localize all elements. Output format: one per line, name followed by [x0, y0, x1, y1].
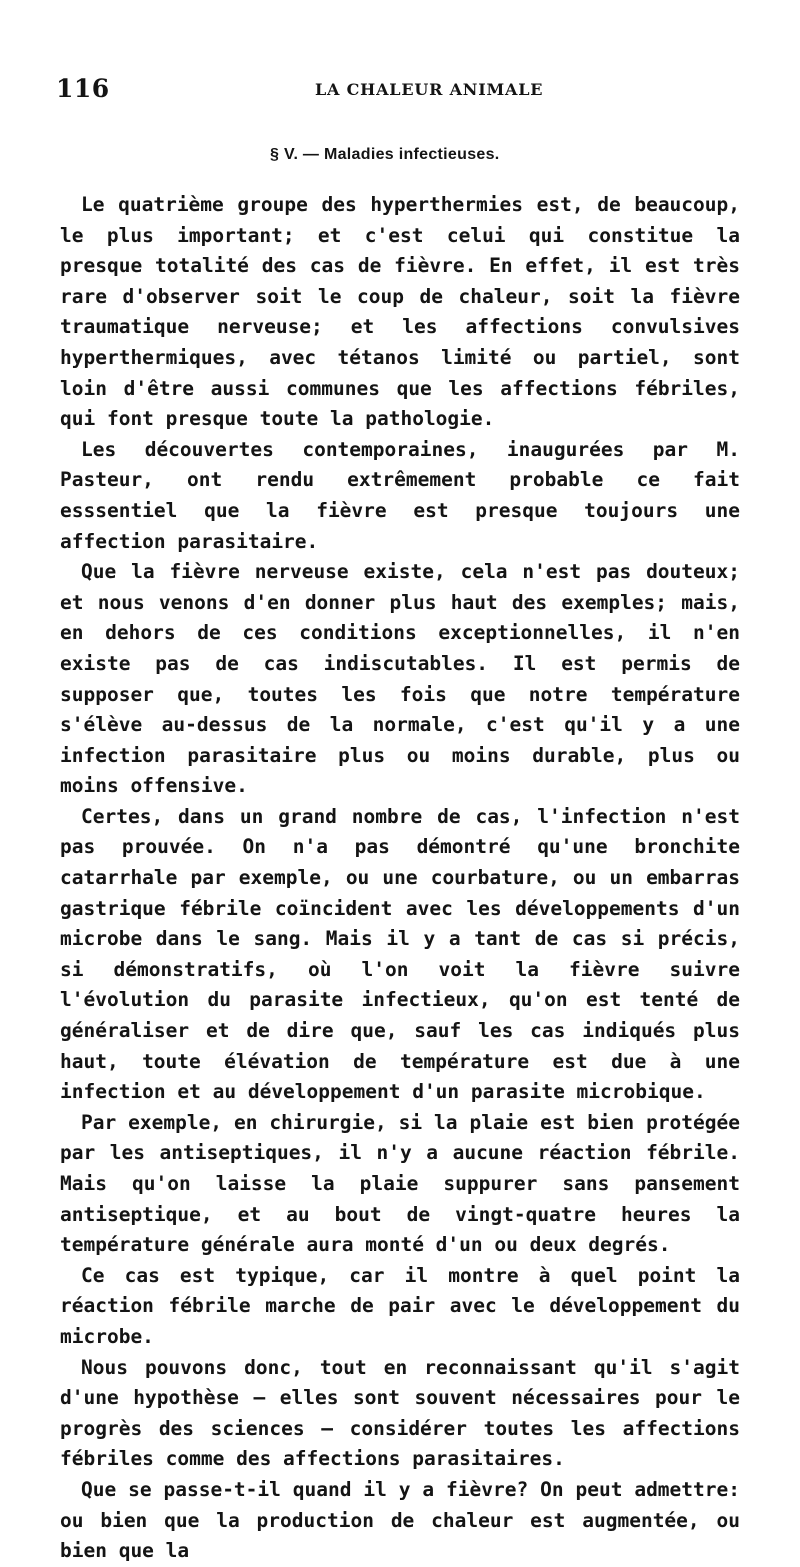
section-heading: § V. — Maladies infectieuses. [270, 146, 500, 163]
paragraph: Certes, dans un grand nombre de cas, l'infection n'est pas prouvée. On n'a pas démontré qu'une bronchite catarrhale par exemple, ou une courbature, ou un embarras gastrique fébrile coïncident avec les développements d'un microbe dans le sang. Mais il y a tant de cas si précis, si démonstratifs, où l'on voit la fièvre suivre l'évolution du parasite infectieux, qu'on est tenté de généraliser et de dire que, sauf les cas indiqués plus haut, toute élévation de température est due à une infection et au développement d'un parasite microbique. [60, 804, 740, 1104]
paragraph: Nous pouvons donc, tout en reconnaissant qu'il s'agit d'une hypothèse — elles sont souvent nécessaires pour le progrès des sciences — considérer toutes les affections fébriles comme des affections parasitaires. [60, 1355, 740, 1471]
paragraph: Les découvertes contemporaines, inaugurées par M. Pasteur, ont rendu extrêmement probable ce fait esssentiel que la fièvre est presque toujours une affection parasitaire. [60, 437, 740, 553]
running-title: LA CHALEUR ANIMALE [315, 80, 544, 99]
body-text [60, 190, 740, 1567]
paragraph: Ce cas est typique, car il montre à quel point la réaction fébrile marche de pair avec le développement du microbe. [60, 1263, 740, 1348]
page-number: 116 [56, 74, 110, 103]
paragraph: Que la fièvre nerveuse existe, cela n'est pas douteux; et nous venons d'en donner plus haut des exemples; mais, en dehors de ces conditions exceptionnelles, il n'en existe pas de cas indiscutables. Il est permis de supposer que, toutes les fois que notre température s'élève au-dessus de la normale, c'est qu'il y a une infection parasitaire plus ou moins durable, plus ou moins offensive. [60, 560, 740, 798]
paragraph: Que se passe-t-il quand il y a fièvre? On peut admettre: ou bien que la production de chaleur est augmentée, ou bien que la [60, 1477, 740, 1563]
running-head [56, 74, 760, 110]
book-page [56, 0, 760, 1563]
paragraph: Par exemple, en chirurgie, si la plaie est bien protégée par les antiseptiques, il n'y a aucune réaction fébrile. Mais qu'on laisse la plaie suppurer sans pansement antiseptique, et au bout de vingt-quatre heures la température générale aura monté d'un ou deux degrés. [60, 1110, 740, 1257]
paragraph: Le quatrième groupe des hyperthermies est, de beaucoup, le plus important; et c'est celui qui constitue la presque totalité des cas de fièvre. En effet, il est très rare d'observer soit le coup de chaleur, soit la fièvre traumatique nerveuse; et les affections convulsives hyperthermiques, avec tétanos limité ou partiel, sont loin d'être aussi communes que les affections fébriles, qui font presque toute la pathologie. [60, 193, 740, 431]
